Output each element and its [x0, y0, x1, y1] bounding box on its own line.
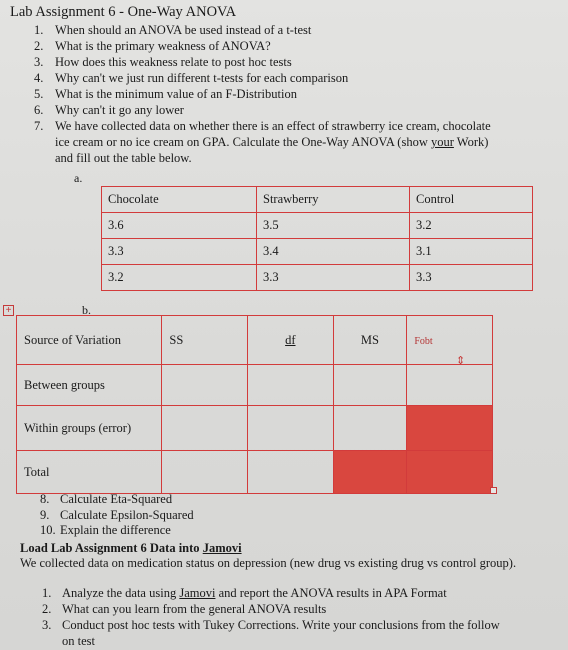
question-text: Calculate Epsilon-Squared — [60, 507, 194, 522]
row-label-cell[interactable]: Within groups (error) — [17, 406, 162, 451]
question-text: Work) — [453, 135, 489, 149]
question-text: Why can't we just run different t-tests for each comparison — [55, 71, 349, 85]
table-cell[interactable] — [162, 365, 248, 406]
question-list-3 — [42, 585, 552, 649]
question-number: 1. — [34, 23, 44, 37]
table-row — [17, 406, 493, 451]
question-item — [34, 118, 554, 166]
question-text: Analyze the data using — [62, 586, 180, 600]
table-row — [17, 451, 493, 494]
table-cell[interactable]: 3.1 — [410, 239, 533, 265]
table-cell[interactable]: 3.6 — [102, 213, 257, 239]
question-item — [42, 601, 552, 617]
table-move-handle-icon[interactable]: + — [3, 305, 14, 316]
header-cell[interactable]: Control — [410, 187, 533, 213]
gpa-data-table[interactable] — [101, 186, 533, 291]
header-cell[interactable]: Source of Variation — [17, 316, 162, 365]
shaded-cell[interactable] — [333, 451, 407, 494]
row-label-cell[interactable]: Between groups — [17, 365, 162, 406]
table-cell[interactable] — [333, 365, 407, 406]
question-item — [34, 54, 554, 70]
question-item — [42, 617, 552, 649]
question-item — [34, 22, 554, 38]
app-name: Jamovi — [202, 541, 242, 555]
question-item — [34, 70, 554, 86]
question-item — [42, 585, 552, 601]
column-resize-icon[interactable]: ⇕ — [456, 355, 466, 367]
question-number: 8. — [40, 492, 50, 506]
table-cell[interactable]: 3.3 — [257, 265, 410, 291]
table-cell[interactable] — [333, 406, 407, 451]
table-cell[interactable] — [162, 451, 248, 494]
question-text: What is the primary weakness of ANOVA? — [55, 39, 271, 53]
table-cell[interactable]: 3.3 — [102, 239, 257, 265]
app-name: Jamovi — [179, 586, 216, 600]
question-item — [40, 523, 480, 539]
table-cell[interactable]: 3.3 — [410, 265, 533, 291]
assignment-title: Lab Assignment 6 - One-Way ANOVA — [10, 4, 237, 20]
part-a-label: a. — [74, 171, 83, 185]
question-continuation: on test — [62, 634, 95, 648]
table-cell[interactable] — [248, 406, 334, 451]
section-heading — [20, 541, 242, 556]
question-item — [34, 86, 554, 102]
table-cell[interactable]: 3.2 — [102, 265, 257, 291]
f-obtained-label: Fobt — [414, 335, 433, 347]
table-header-row — [102, 187, 533, 213]
header-cell[interactable] — [248, 316, 334, 365]
section-description: We collected data on medication status on depression (new drug vs existing drug vs control group). — [20, 556, 517, 570]
question-number: 3. — [34, 55, 44, 69]
question-list-1 — [34, 22, 554, 166]
question-number: 2. — [34, 39, 44, 53]
table-cell[interactable]: 3.2 — [410, 213, 533, 239]
question-text: Explain the difference — [60, 523, 171, 537]
header-cell[interactable]: MS — [333, 316, 407, 365]
header-cell[interactable] — [407, 316, 493, 365]
question-number: 3. — [42, 618, 52, 632]
header-cell[interactable]: Strawberry — [257, 187, 410, 213]
part-b-label: b. — [82, 303, 91, 317]
question-item — [34, 102, 554, 118]
question-text: When should an ANOVA be used instead of a t-test — [55, 23, 312, 37]
question-item — [34, 38, 554, 54]
table-resize-handle-icon[interactable] — [490, 487, 497, 494]
table-row — [102, 239, 533, 265]
table-cell[interactable] — [162, 406, 248, 451]
question-number: 2. — [42, 602, 52, 616]
question-text: Why can't it go any lower — [55, 103, 184, 117]
shaded-cell[interactable] — [407, 406, 493, 451]
question-continuation: and fill out the table below. — [55, 151, 192, 165]
question-continuation — [34, 134, 554, 150]
question-text: What can you learn from the general ANOVA results — [62, 602, 327, 616]
question-text: ice cream or no ice cream on GPA. Calculate the One-Way ANOVA (show — [55, 135, 431, 149]
table-cell[interactable]: 3.5 — [257, 213, 410, 239]
table-row — [102, 213, 533, 239]
question-text: How does this weakness relate to post hoc tests — [55, 55, 292, 69]
header-cell[interactable]: SS — [162, 316, 248, 365]
question-number: 5. — [34, 87, 44, 101]
table-cell[interactable] — [248, 451, 334, 494]
question-text: Conduct post hoc tests with Tukey Corrections. Write your conclusions from the follow — [62, 618, 500, 632]
shaded-cell[interactable] — [407, 451, 493, 494]
heading-text: Load Lab Assignment 6 Data into — [20, 541, 203, 555]
question-list-2 — [40, 492, 480, 539]
table-row — [102, 265, 533, 291]
table-row — [17, 365, 493, 406]
question-number: 10. — [40, 523, 56, 537]
question-number: 7. — [34, 119, 44, 133]
header-cell[interactable]: Chocolate — [102, 187, 257, 213]
underlined-word: your — [430, 135, 454, 149]
table-cell[interactable]: 3.4 — [257, 239, 410, 265]
row-label-cell[interactable]: Total — [17, 451, 162, 494]
df-label: df — [285, 332, 296, 347]
question-text: What is the minimum value of an F-Distribution — [55, 87, 297, 101]
question-number: 9. — [40, 507, 50, 522]
question-text: Calculate Eta-Squared — [60, 492, 173, 506]
question-item — [40, 492, 480, 508]
question-number: 1. — [42, 586, 52, 600]
question-text: and report the ANOVA results in APA Format — [215, 586, 447, 600]
table-header-row — [17, 316, 493, 365]
table-cell[interactable] — [248, 365, 334, 406]
question-number: 6. — [34, 103, 44, 117]
table-cell[interactable] — [407, 365, 493, 406]
question-number: 4. — [34, 71, 44, 85]
anova-summary-table[interactable] — [16, 315, 493, 494]
question-item — [40, 508, 480, 524]
question-text: We have collected data on whether there is an effect of strawberry ice cream, chocolate — [55, 119, 491, 133]
